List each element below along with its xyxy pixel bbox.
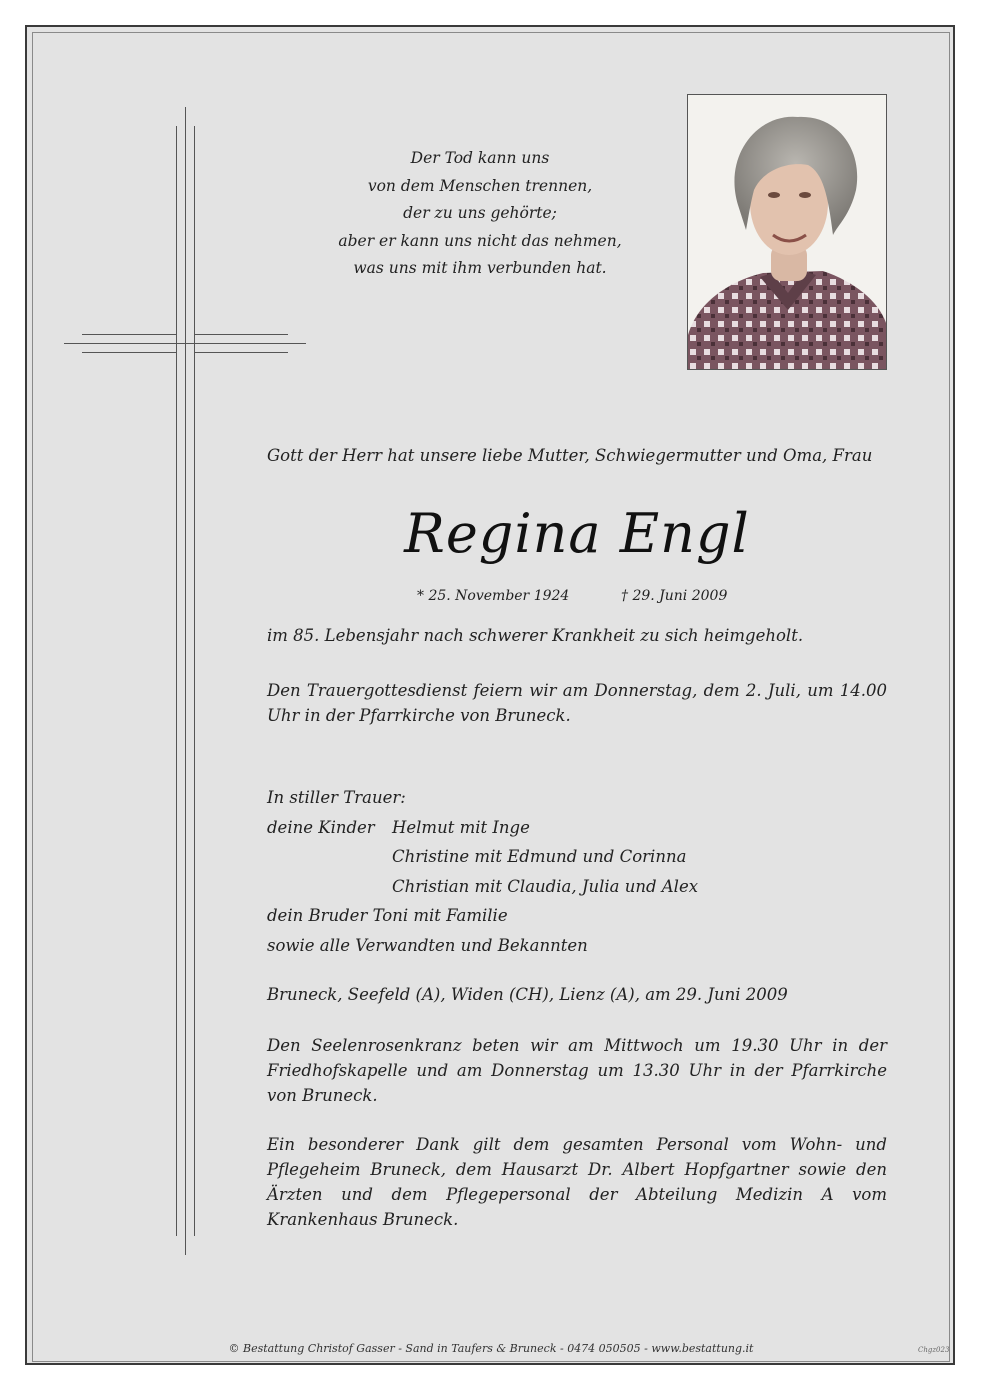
mourners-heading: In stiller Trauer: <box>267 788 406 807</box>
child-name: Helmut mit Inge <box>392 817 530 837</box>
portrait-photo <box>687 94 887 370</box>
birth-date: * 25. November 1924 <box>417 588 570 604</box>
poem-line: der zu uns gehörte; <box>403 204 557 222</box>
poem-line: Der Tod kann uns <box>410 149 550 167</box>
footer-credit: © Bestattung Christof Gasser - Sand in Taufers & Bruneck - 0474 050505 - www.bestattung.it <box>228 1342 754 1355</box>
children-row <box>267 813 698 843</box>
child-name: Christine mit Edmund und Corinna <box>392 847 687 866</box>
poem <box>300 145 660 283</box>
template-code: Chgz023 <box>918 1346 950 1354</box>
rosary-text: Den Seelenrosenkranz beten wir am Mittwoch um 19.30 Uhr in der Friedhofskapelle und am Donnerstag um 13.30 Uhr in der Pfarrkirche von Bruneck. <box>267 1036 887 1105</box>
deceased-name: Regina Engl <box>404 502 750 565</box>
intro-text: Gott der Herr hat unsere liebe Mutter, Schwiegermutter und Oma, Frau <box>267 446 873 465</box>
brother-line: dein Bruder Toni mit Familie <box>267 906 508 925</box>
service-text: Den Trauergottesdienst feiern wir am Donnerstag, dem 2. Juli, um 14.00 Uhr in der Pfarrkirche von Bruneck. <box>267 681 887 725</box>
poem-line: von dem Menschen trennen, <box>367 176 593 195</box>
child-name: Christian mit Claudia, Julia und Alex <box>392 876 699 896</box>
poem-line: aber er kann uns nicht das nehmen, <box>338 231 622 250</box>
thanks-text: Ein besonderer Dank gilt dem gesamten Personal vom Wohn- und Pflegeheim Bruneck, dem Hausarzt Dr. Albert Hopfgartner sowie den Ärzten und dem Pflegepersonal der Abteilung Medizin A vom Krankenhaus Bruneck. <box>267 1135 887 1229</box>
age-line: im 85. Lebensjahr nach schwerer Krankheit zu sich heimgeholt. <box>267 626 804 645</box>
children-label: deine Kinder <box>267 817 375 837</box>
relatives-line: sowie alle Verwandten und Bekannten <box>267 935 588 955</box>
place-date: Bruneck, Seefeld (A), Widen (CH), Lienz (A), am 29. Juni 2009 <box>267 985 788 1004</box>
mourners-list <box>267 783 698 960</box>
poem-line: was uns mit ihm verbunden hat. <box>353 259 607 277</box>
death-date: † 29. Juni 2009 <box>621 588 728 604</box>
